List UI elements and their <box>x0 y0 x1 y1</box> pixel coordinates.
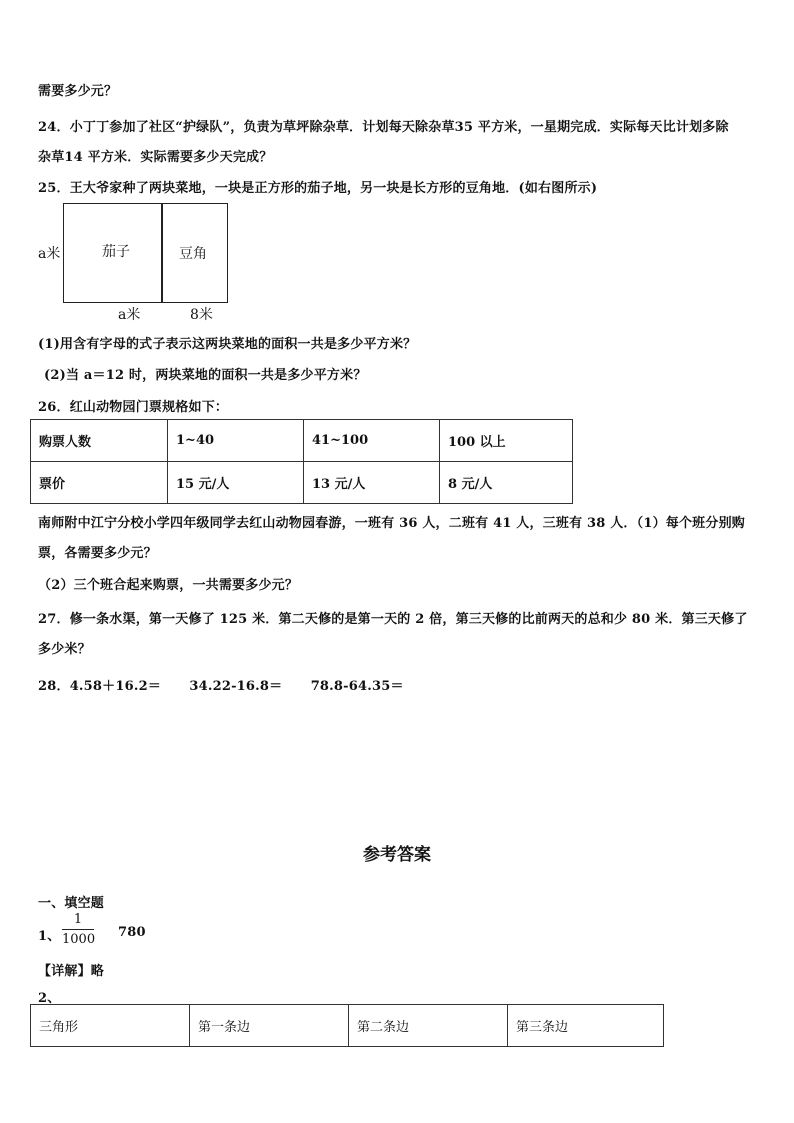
question-26: 26．红山动物园门票规格如下： <box>38 400 229 415</box>
table-cell: 第一条边 <box>190 1005 349 1047</box>
bottom-label-a: a米 <box>118 307 141 323</box>
table-cell: 100 以上 <box>440 420 573 462</box>
question-27: 27．修一条水渠，第一天修了 125 米．第二天修的是第一天的 2 倍，第三天修的比前两天的总和少 80 米．第三天修了 <box>38 612 748 627</box>
table-cell: 票价 <box>31 462 168 504</box>
question-28: 28．4.58＋16.2＝ 34.22-16.8＝ 78.8-64.35＝ <box>38 679 404 694</box>
answer-2-prefix: 2、 <box>38 991 61 1006</box>
answer-1-value: 780 <box>118 925 146 940</box>
fraction-numerator: 1 <box>62 912 94 930</box>
table-cell: 第三条边 <box>508 1005 664 1047</box>
eggplant-label: 茄子 <box>102 244 130 260</box>
table-row <box>31 420 573 462</box>
side-label-a: a米 <box>38 246 61 262</box>
table-cell: 1~40 <box>168 420 304 462</box>
question-26-text: 南师附中江宁分校小学四年级同学去红山动物园春游，一班有 36 人，二班有 41 人，三班有 38 人．（1）每个班分别购 <box>38 516 745 531</box>
fraction-denominator: 1000 <box>62 932 96 947</box>
ticket-price-table <box>30 419 573 504</box>
question-25-part2: (2)当 a＝12 时，两块菜地的面积一共是多少平方米？ <box>44 368 367 383</box>
table-row <box>31 462 573 504</box>
question-25: 25．王大爷家种了两块菜地，一块是正方形的茄子地，另一块是长方形的豆角地．(如右图所示) <box>38 181 598 196</box>
bean-label: 豆角 <box>179 246 207 262</box>
question-26-part2: （2）三个班合起来购票，一共需要多少元？ <box>38 578 299 593</box>
section-fill-blank: 一、填空题 <box>38 896 105 911</box>
text-line: 需要多少元？ <box>38 84 118 99</box>
table-cell: 13 元/人 <box>304 462 440 504</box>
triangle-table <box>30 1004 664 1047</box>
question-24: 24．小丁丁参加了社区“护绿队”，负责为草坪除杂草．计划每天除杂草35 平方米，一星期完成．实际每天比计划多除 <box>38 120 729 135</box>
question-27-cont: 多少米？ <box>38 642 91 657</box>
bottom-label-8: 8米 <box>190 307 213 323</box>
answer-1-prefix: 1、 <box>38 929 61 944</box>
question-25-part1: (1)用含有字母的式子表示这两块菜地的面积一共是多少平方米？ <box>38 337 417 352</box>
table-cell: 三角形 <box>31 1005 190 1047</box>
table-cell: 41~100 <box>304 420 440 462</box>
answer-1-detail: 【详解】略 <box>38 964 105 979</box>
answer-1-fraction <box>62 912 94 947</box>
table-cell: 8 元/人 <box>440 462 573 504</box>
answer-heading: 参考答案 <box>363 845 431 865</box>
question-26-text-cont: 票，各需要多少元？ <box>38 546 157 561</box>
question-24-cont: 杂草14 平方米．实际需要多少天完成？ <box>38 150 273 165</box>
table-cell: 15 元/人 <box>168 462 304 504</box>
table-row <box>31 1005 664 1047</box>
table-cell: 第二条边 <box>349 1005 508 1047</box>
table-cell: 购票人数 <box>31 420 168 462</box>
vegetable-plot-diagram <box>38 203 238 323</box>
